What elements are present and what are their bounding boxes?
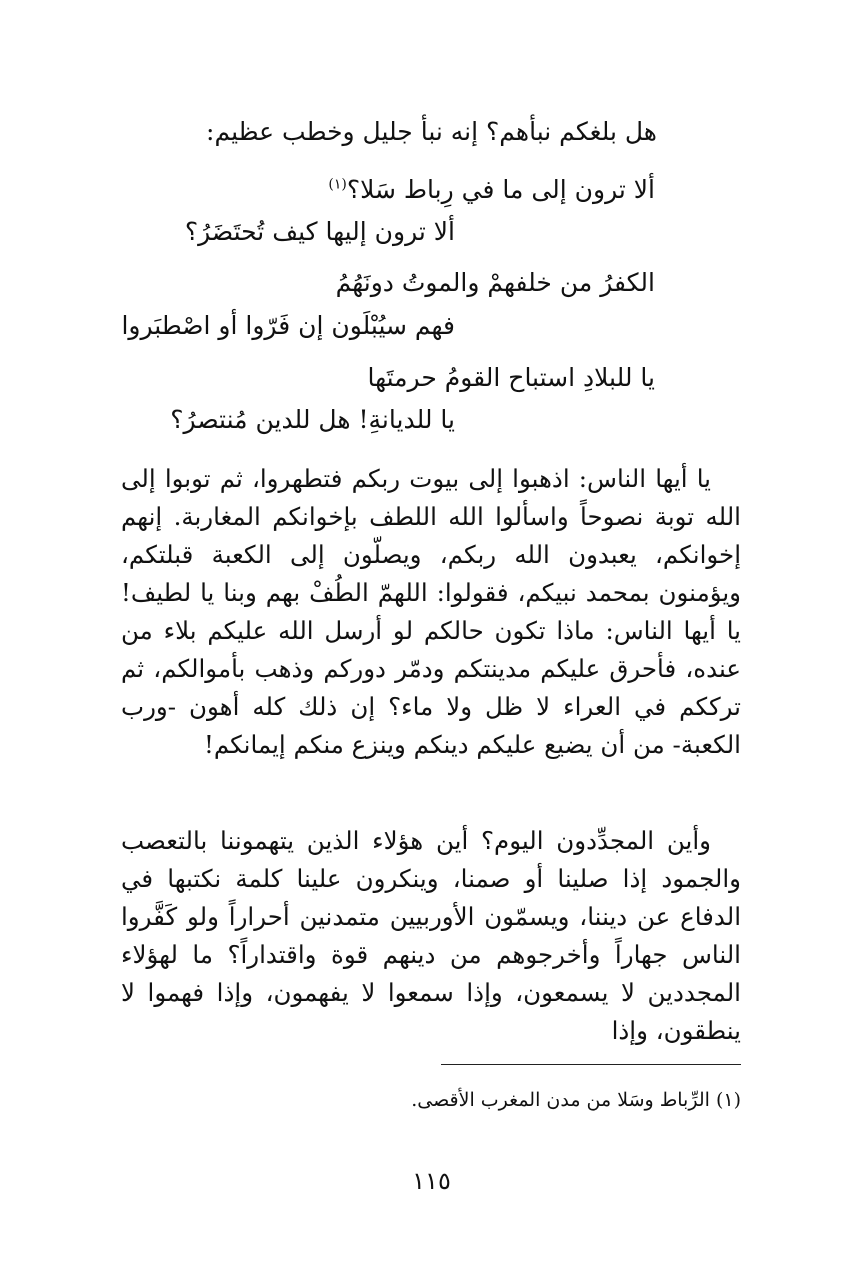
footnote-marker: (١) — [328, 176, 347, 193]
intro-line: هل بلغكم نبأهم؟ إنه نبأ جليل وخطب عظيم: — [206, 117, 657, 146]
footnote: (١) الرِّباط وسَلا من مدن المغرب الأقصى. — [411, 1089, 741, 1111]
paragraph-1-text: يا أيها الناس: اذهبوا إلى بيوت ربكم فتطهروا، ثم توبوا إلى الله توبة نصوحاً واسألوا الله اللطف بإخوانكم المغاربة. إنهم إخوانكم، يعبدون الله ربكم، ويصلّون إلى الكعبة قبلتكم، ويؤمنون بمحمد نبيكم، فقولوا: اللهمّ الطُفْ بهم وبنا يا لطيف! يا أيها الناس: ماذا تكون حالكم لو أرسل الله عليكم بلاء من عنده، فأحرق عليكم مدينتكم ودمّر دوركم وذهب بأموالكم، ثم ترككم في العراء لا ظل ولا ماء؟ إن ذلك كله أهون -ورب الكعبة- من أن يضيع عليكم دينكم وينزع منكم إيمانكم! — [121, 464, 741, 759]
poem-line-1 — [328, 172, 655, 208]
poem-line-4: فهم سيُبْلَون إن فَرّوا أو اصْطبَروا — [121, 311, 455, 340]
poem-line-2: ألا ترون إليها كيف تُحتَضَرُ؟ — [184, 217, 455, 246]
footnote-divider — [441, 1064, 741, 1065]
poem-line-3: الكفرُ من خلفهمْ والموتُ دونَهُمُ — [335, 268, 655, 297]
poem-line-5: يا للبلادِ استباح القومُ حرمتَها — [367, 363, 655, 392]
paragraph-2-text: وأين المجدِّدون اليوم؟ أين هؤلاء الذين يتهموننا بالتعصب والجمود إذا صلينا أو صمنا، وينكرون علينا كلمة نكتبها في الدفاع عن ديننا، ويسمّون الأوربيين متمدنين أحراراً ولو كَفَّروا الناس جهاراً وأخرجوهم من دينهم قوة واقتداراً؟ ما لهؤلاء المجددين لا يسمعون، وإذا سمعوا لا يفهمون، وإذا فهموا لا ينطقون، وإذا — [121, 826, 741, 1045]
poem-line-6: يا للديانةِ! هل للدين مُنتصرُ؟ — [170, 405, 455, 434]
paragraph-2 — [121, 822, 741, 1050]
page-number: ١١٥ — [412, 1167, 451, 1195]
paragraph-1 — [121, 460, 741, 764]
poem-line-1-text: ألا ترون إلى ما في رِباط سَلا؟ — [346, 175, 655, 204]
